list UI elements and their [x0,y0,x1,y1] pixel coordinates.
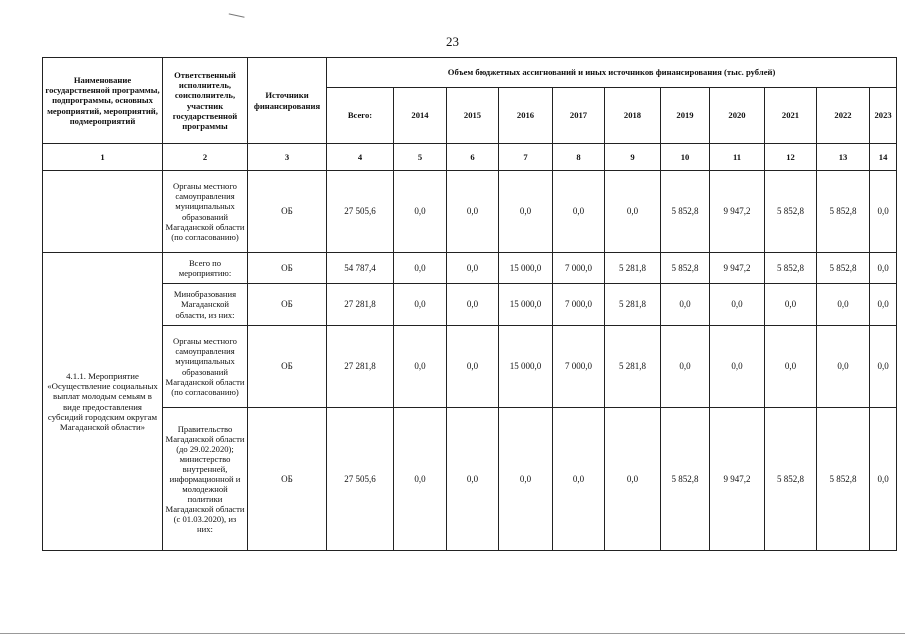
value-cell: 5 852,8 [817,253,870,284]
value-cell: 0,0 [710,326,765,408]
column-number: 4 [327,144,394,171]
header-year: 2016 [499,88,553,144]
header-year: 2022 [817,88,870,144]
value-cell: 5 852,8 [765,253,817,284]
value-cell: 7 000,0 [553,253,605,284]
source-cell: ОБ [248,284,327,326]
value-cell: 5 281,8 [605,284,661,326]
value-cell: 15 000,0 [499,253,553,284]
table-row [43,326,897,408]
column-number: 11 [710,144,765,171]
page-bottom-edge [0,633,905,634]
executor-cell: Органы местного самоуправления муниципальных образований Магаданской области (по согласованию) [163,326,248,408]
value-cell: 0,0 [394,253,447,284]
column-number: 13 [817,144,870,171]
total-cell: 27 505,6 [327,171,394,253]
value-cell: 9 947,2 [710,253,765,284]
value-cell: 5 852,8 [817,408,870,551]
column-number: 12 [765,144,817,171]
executor-cell: Правительство Магаданской области (до 29.02.2020); министерство внутренней, информационной и молодежной политики Магаданской области (с 01.03.2020), из них: [163,408,248,551]
value-cell: 5 281,8 [605,253,661,284]
value-cell: 0,0 [447,326,499,408]
value-cell: 5 852,8 [661,408,710,551]
total-cell: 27 281,8 [327,326,394,408]
scan-artifact [227,13,244,23]
value-cell: 15 000,0 [499,284,553,326]
value-cell: 0,0 [499,171,553,253]
column-number: 5 [394,144,447,171]
value-cell: 0,0 [394,284,447,326]
value-cell: 0,0 [817,326,870,408]
header-year: 2014 [394,88,447,144]
value-cell: 0,0 [394,408,447,551]
value-cell: 0,0 [447,171,499,253]
value-cell: 0,0 [765,284,817,326]
value-cell: 0,0 [870,326,897,408]
column-number: 6 [447,144,499,171]
measure-name-cell: 4.1.1. Мероприятие «Осуществление социальных выплат молодым семьям в виде предоставления субсидий городским округам Магаданской области» [43,253,163,551]
header-year: 2018 [605,88,661,144]
value-cell: 0,0 [765,326,817,408]
table-row [43,171,897,253]
value-cell: 0,0 [394,171,447,253]
header-total: Всего: [327,88,394,144]
value-cell: 9 947,2 [710,408,765,551]
value-cell: 0,0 [870,253,897,284]
column-number: 9 [605,144,661,171]
value-cell: 0,0 [394,326,447,408]
table-row [43,408,897,551]
value-cell: 15 000,0 [499,326,553,408]
value-cell: 0,0 [870,408,897,551]
column-number: 2 [163,144,248,171]
header-source: Источники финансирования [248,58,327,144]
source-cell: ОБ [248,326,327,408]
value-cell: 0,0 [553,408,605,551]
page-number: 23 [446,34,459,49]
value-cell: 0,0 [447,253,499,284]
value-cell: 0,0 [605,408,661,551]
column-number: 3 [248,144,327,171]
value-cell: 5 852,8 [765,408,817,551]
table-row [43,253,897,284]
value-cell: 7 000,0 [553,284,605,326]
value-cell: 0,0 [661,326,710,408]
value-cell: 0,0 [870,284,897,326]
value-cell: 5 852,8 [817,171,870,253]
executor-cell: Минобразования Магаданской области, из них: [163,284,248,326]
total-cell: 27 281,8 [327,284,394,326]
column-number: 7 [499,144,553,171]
header-executor: Ответственный исполнитель, соисполнитель, участник государственной программы [163,58,248,144]
header-year: 2015 [447,88,499,144]
value-cell: 5 852,8 [765,171,817,253]
value-cell: 0,0 [605,171,661,253]
column-number: 14 [870,144,897,171]
value-cell: 5 852,8 [661,171,710,253]
empty-name-cell [43,171,163,253]
value-cell: 0,0 [661,284,710,326]
value-cell: 0,0 [817,284,870,326]
table-row [43,284,897,326]
budget-table [42,57,897,551]
executor-cell: Всего по мероприятию: [163,253,248,284]
header-year: 2019 [661,88,710,144]
total-cell: 54 787,4 [327,253,394,284]
header-name: Наименование государственной программы, подпрограммы, основных мероприятий, мероприятий, подмероприятий [43,58,163,144]
value-cell: 5 852,8 [661,253,710,284]
source-cell: ОБ [248,171,327,253]
value-cell: 0,0 [710,284,765,326]
column-number: 10 [661,144,710,171]
source-cell: ОБ [248,408,327,551]
value-cell: 0,0 [447,408,499,551]
value-cell: 5 281,8 [605,326,661,408]
header-year: 2020 [710,88,765,144]
column-number: 8 [553,144,605,171]
value-cell: 0,0 [447,284,499,326]
value-cell: 0,0 [870,171,897,253]
value-cell: 7 000,0 [553,326,605,408]
header-year: 2021 [765,88,817,144]
value-cell: 0,0 [499,408,553,551]
value-cell: 9 947,2 [710,171,765,253]
source-cell: ОБ [248,253,327,284]
column-number: 1 [43,144,163,171]
executor-cell: Органы местного самоуправления муниципальных образований Магаданской области (по согласованию) [163,171,248,253]
header-row [43,58,897,88]
header-year: 2023 [870,88,897,144]
header-year: 2017 [553,88,605,144]
column-numbers-row [43,144,897,171]
total-cell: 27 505,6 [327,408,394,551]
value-cell: 0,0 [553,171,605,253]
header-volume-group: Объем бюджетных ассигнований и иных источников финансирования (тыс. рублей) [327,58,897,88]
